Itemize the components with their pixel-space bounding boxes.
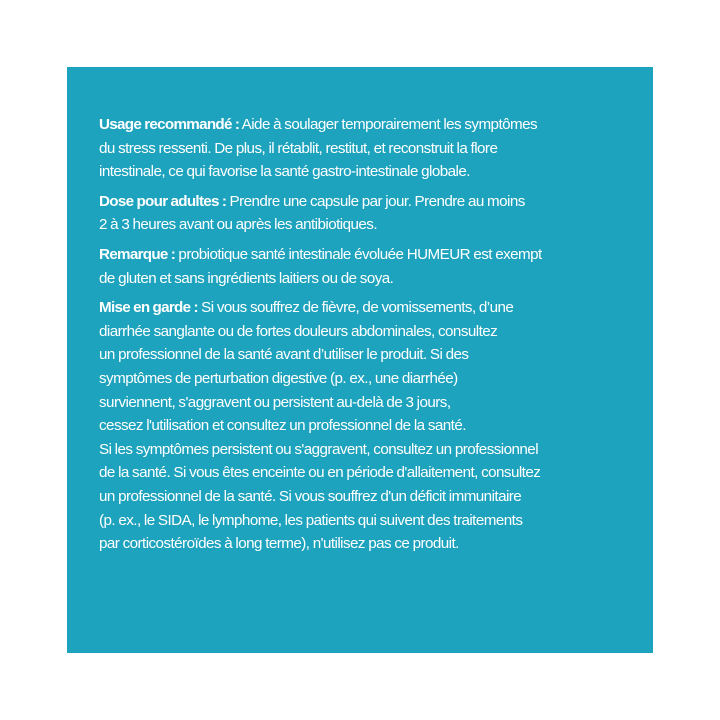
warning-line: diarrhée sanglante ou de fortes douleurs abdominales, consultez	[99, 322, 498, 340]
remark-line	[99, 243, 633, 267]
remark-label: Remarque :	[99, 245, 176, 263]
remark-text: probiotique santé intestinale évoluée HUMEUR est exempt	[175, 245, 542, 263]
warning-line: Si les symptômes persistent ou s'aggravent, consultez un professionnel	[99, 440, 539, 458]
warning-line: symptômes de perturbation digestive (p. ex., une diarrhée)	[99, 369, 458, 387]
warning-line: (p. ex., le SIDA, le lymphome, les patients qui suivent des traitements	[99, 511, 523, 529]
warning-text: Si vous souffrez de fièvre, de vomissements, d’une	[197, 299, 514, 317]
usage-label: Usage recommandé :	[99, 116, 240, 133]
dose-line: 2 à 3 heures avant ou après les antibiotiques.	[99, 216, 377, 234]
usage-paragraph	[99, 113, 633, 184]
warning-line: cessez l'utilisation et consultez un professionnel de la santé.	[99, 417, 466, 435]
usage-text: Aide à soulager temporairement les symptômes	[239, 116, 538, 133]
warning-label: Mise en garde :	[99, 299, 198, 317]
dose-text: Prendre une capsule par jour. Prendre au moins	[226, 192, 525, 210]
usage-line	[99, 113, 633, 137]
dose-paragraph	[99, 190, 633, 237]
remark-paragraph	[99, 243, 633, 290]
warning-paragraph	[99, 296, 633, 556]
warning-line: surviennent, s'aggravent ou persistent au-delà de 3 jours,	[99, 393, 451, 411]
dose-label: Dose pour adultes :	[99, 192, 227, 210]
remark-line: de gluten et sans ingrédients laitiers ou de soya.	[99, 269, 394, 287]
usage-line: intestinale, ce qui favorise la santé gastro-intestinale globale.	[99, 163, 470, 181]
warning-line: de la santé. Si vous êtes enceinte ou en période d'allaitement, consultez	[99, 464, 541, 482]
label-panel	[67, 67, 653, 653]
warning-line: par corticostéroïdes à long terme), n'utilisez pas ce produit.	[99, 535, 459, 553]
usage-line: du stress ressenti. De plus, il rétablit, restitut, et reconstruit la flore	[99, 139, 498, 157]
warning-line: un professionnel de la santé avant d’utiliser le produit. Si des	[99, 346, 469, 364]
warning-line: un professionnel de la santé. Si vous souffrez d'un déficit immunitaire	[99, 487, 522, 505]
warning-line	[99, 296, 633, 320]
dose-line	[99, 190, 633, 214]
